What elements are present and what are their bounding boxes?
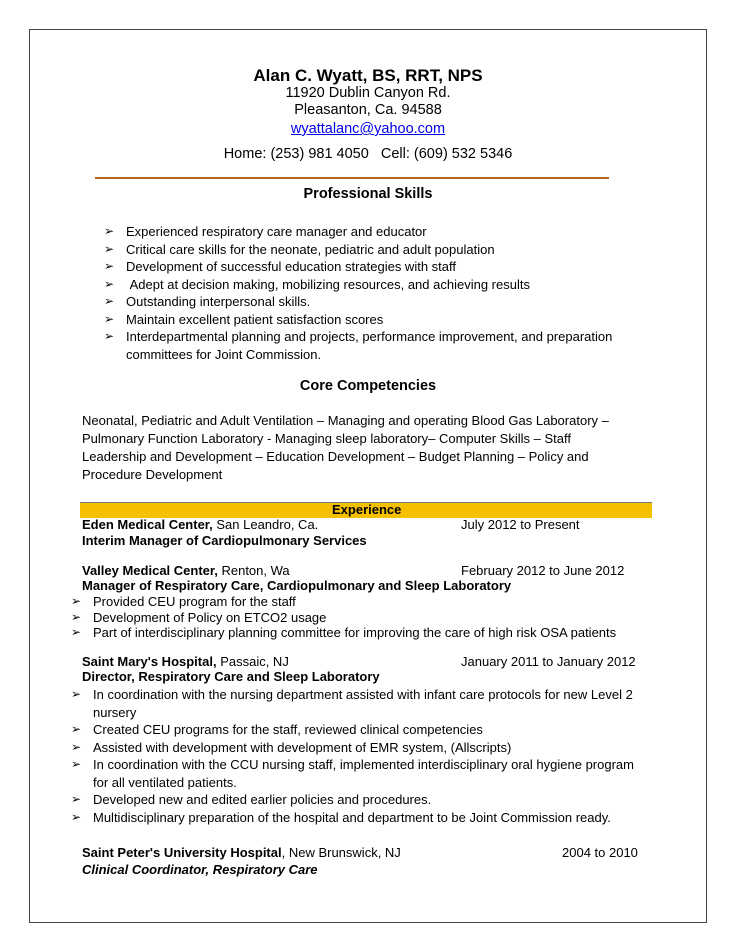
- bullet-arrow-icon: ➢: [104, 276, 115, 291]
- job-dates: 2004 to 2010: [562, 845, 638, 860]
- experience-banner: [80, 502, 652, 518]
- bullet-arrow-icon: ➢: [104, 311, 115, 326]
- job-employer-line: Valley Medical Center, Renton, Wa: [82, 563, 290, 578]
- core-competencies-text: Neonatal, Pediatric and Adult Ventilation – Managing and operating Blood Gas Laboratory – Pulmonary Function Laboratory - Managing sleep laboratory– Computer Skills – Staff Leadership and Development – Education Development – Budget Planning – Policy and Procedure Development: [82, 413, 609, 482]
- skill-item: ➢ Adept at decision making, mobilizing resources, and achieving results: [104, 276, 530, 292]
- skills-title: Professional Skills: [303, 186, 433, 202]
- bullet-arrow-icon: ➢: [104, 259, 115, 273]
- job-employer-line: Eden Medical Center, San Leandro, Ca.: [82, 517, 319, 532]
- bullet-arrow-icon: ➢: [71, 625, 82, 639]
- skill-item: ➢ Development of successful education strategies with staff: [104, 259, 456, 274]
- list-item: ➢ Created CEU programs for the staff, reviewed clinical competencies: [71, 722, 483, 737]
- bullet-arrow-icon: ➢: [71, 594, 82, 608]
- bullet-arrow-icon: ➢: [71, 757, 82, 771]
- bullet-arrow-icon: ➢: [71, 739, 82, 754]
- skills-list: [104, 223, 644, 363]
- address-line-2: Pleasanton, Ca. 94588: [294, 102, 442, 118]
- job-dates: January 2011 to January 2012: [461, 654, 636, 669]
- address-line-1: 11920 Dublin Canyon Rd.: [285, 85, 451, 101]
- resume-name: Alan C. Wyatt, BS, RRT, NPS: [253, 66, 483, 85]
- list-item: ➢ Provided CEU program for the staff: [71, 594, 296, 609]
- job-role: Director, Respiratory Care and Sleep Laboratory: [82, 669, 380, 684]
- bullet-arrow-icon: ➢: [71, 792, 82, 806]
- skill-item: ➢ Outstanding interpersonal skills.: [104, 294, 311, 309]
- job-role: Manager of Respiratory Care, Cardiopulmonary and Sleep Laboratory: [82, 578, 512, 593]
- bullet-arrow-icon: ➢: [104, 294, 115, 308]
- bullet-arrow-icon: ➢: [71, 687, 82, 701]
- experience-title: Experience: [332, 502, 402, 517]
- job-dates: July 2012 to Present: [461, 517, 580, 532]
- bullet-arrow-icon: ➢: [104, 329, 115, 343]
- job-employer-line: Saint Mary's Hospital, Passaic, NJ: [82, 654, 289, 669]
- core-title: Core Competencies: [299, 378, 437, 394]
- list-item: ➢ Developed new and edited earlier policies and procedures.: [71, 792, 432, 807]
- job-bullets: [71, 594, 651, 641]
- bullet-arrow-icon: ➢: [104, 241, 115, 256]
- bullet-arrow-icon: ➢: [71, 809, 82, 824]
- job-role: Interim Manager of Cardiopulmonary Services: [82, 533, 367, 548]
- phone-numbers: Home: (253) 981 4050 Cell: (609) 532 5346: [223, 146, 513, 162]
- job-employer-line: Saint Peter's University Hospital, New Brunswick, NJ: [82, 845, 401, 860]
- skill-item: ➢ Interdepartmental planning and projects, performance improvement, and preparation committees for Joint Commission.: [104, 329, 613, 362]
- bullet-arrow-icon: ➢: [71, 722, 82, 736]
- list-item: ➢ Part of interdisciplinary planning committee for improving the care of high risk OSA patients: [71, 625, 617, 640]
- job-dates: February 2012 to June 2012: [461, 563, 625, 578]
- header-divider: [95, 177, 609, 179]
- skill-item: ➢ Experienced respiratory care manager and educator: [104, 224, 427, 239]
- bullet-arrow-icon: ➢: [71, 609, 82, 624]
- skill-item: ➢ Maintain excellent patient satisfaction scores: [104, 311, 384, 327]
- bullet-arrow-icon: ➢: [104, 224, 115, 238]
- job-role: Clinical Coordinator, Respiratory Care: [82, 862, 318, 877]
- job-bullets: [71, 686, 643, 826]
- list-item: ➢ Multidisciplinary preparation of the hospital and department to be Joint Commission ready.: [71, 809, 611, 825]
- list-item: ➢ In coordination with the CCU nursing staff, implemented interdisciplinary oral hygiene program for all ventilated patients.: [71, 757, 634, 790]
- list-item: ➢ Development of Policy on ETCO2 usage: [71, 609, 327, 625]
- list-item: ➢ Assisted with development with development of EMR system, (Allscripts): [71, 739, 512, 755]
- skill-item: ➢ Critical care skills for the neonate, pediatric and adult population: [104, 241, 495, 257]
- list-item: ➢ In coordination with the nursing department assisted with infant care protocols for new Level 2 nursery: [71, 687, 633, 720]
- email-link[interactable]: wyattalanc@yahoo.com: [290, 121, 446, 137]
